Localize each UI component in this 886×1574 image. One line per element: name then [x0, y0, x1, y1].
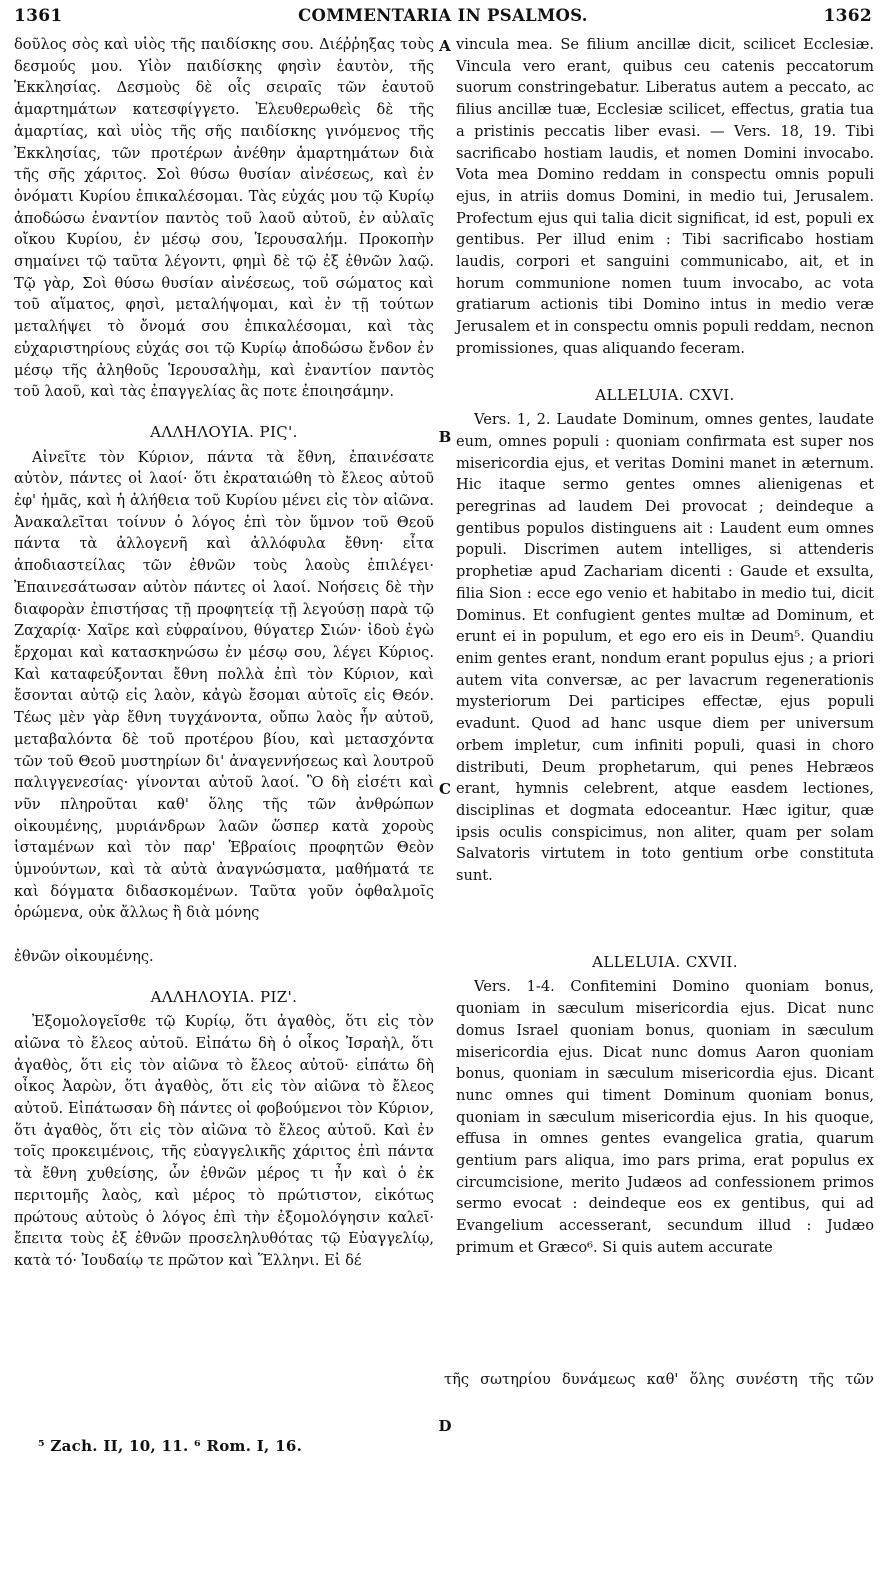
spanning-line [14, 1369, 874, 1391]
footnotes: ⁵ Zach. II, 10, 11. ⁶ Rom. I, 16. [38, 1437, 303, 1455]
page-number-right: 1362 [823, 6, 872, 26]
greek-heading-psalm-116: ΑΛΛΗΛΟΥΙΑ. ΡΙϚ'. [150, 422, 298, 441]
greek-section-116-tail: ἐθνῶν οἰκουμένης. [14, 947, 154, 965]
spacer [14, 403, 434, 417]
section-marker-c: C [439, 780, 451, 798]
section-marker-d: D [438, 1417, 452, 1435]
section-marker-a: A [439, 37, 451, 55]
spacer [456, 887, 874, 947]
latin-top-paragraph: vincula mea. Se filium ancillæ dicit, scilicet Ecclesiæ. Vincula vero erant, quibus ceu catenis peccatorum suorum constringebatur. Liberatus autem a peccato, ac filius ancillæ tuæ, Ecclesiæ scilicet, effectus, gratia tua a pristinis peccatis liber evasi. — Vers. 18, 19. Tibi sacrificabo hostiam laudis, et nomen Domini invocabo. Vota mea Domino reddam in conspectu omnis populi ejus, in atriis domus Domini, in medio tui, Jerusalem. Profectum ejus qui talia dicit significat, id est, populi ex gentibus. Per illud enim : Tibi sacrificabo hostiam laudis, corpori et sanguini communicabo, ait, et in horum communione nomen tuum invocabo, ac vota gratiarum actionis tibi Domino intus in medio veræ Jerusalem et in conspectu omnis populi reddam, necnon promissiones, quas aliquando feceram. [456, 36, 874, 357]
latin-section-psalm-116: Vers. 1, 2. Laudate Dominum, omnes gentes, laudate eum, omnes populi : quoniam confirmata est super nos misericordia ejus, et veritas Domini manet in æternum. Hic itaque sermo gentes omnes alienigenas et peregrinas ad laudem Dei provocat ; deindeque a gentibus populos distinguens ait : Laudent eum omnes populi. Discrimen autem intelliges, si attenderis prophetiæ apud Zachariam dicenti : Gaude et exsulta, filia Sion : ecce ego venio et habitabo in medio tui, dicit Dominus. Et confugient gentes multæ ad Dominum, et erunt ei in populum, et ego ero eis in Deum⁵. Quandiu enim gentes erant, nondum erant populus ejus ; a priori autem vita conversæ, ac per lavacrum regenerationis mysteriorum Dei participes effectæ, ejus populi evadunt. Quod ad hanc usque diem per universum orbem impletur, cum infiniti populi, quasi in choro distributi, Deum prophetarum, qui penes Hebræos erant, hymnis celebrent, atque easdem lectiones, disciplinas et dogmata edoceantur. Hæc igitur, quæ ipsis oculis conspicimus, non aliter, quam per solam Salvatoris virtutem in toto gentium orbe constituta sunt. [456, 411, 874, 885]
greek-heading-psalm-117: ΑΛΛΗΛΟΥΙΑ. ΡΙΖ'. [150, 987, 298, 1006]
greek-section-psalm-116: Αἰνεῖτε τὸν Κύριον, πάντα τὰ ἔθνη, ἐπαινέσατε αὐτὸν, πάντες οἱ λαοί· ὅτι ἐκραταιώθη τὸ ἔλεος αὐτοῦ ἐφ' ἡμᾶς, καὶ ἡ ἀλήθεια τοῦ Κυρίου μένει εἰς τὸν αἰῶνα. Ἀνακαλεῖται τοίνυν ὁ λόγος ἐπὶ τὸν ὕμνον τοῦ Θεοῦ πάντα τὰ ἀλλογενῆ καὶ ἀλλόφυλα ἔθνη· εἶτα ἀποδιαστείλας τῶν ἐθνῶν τοὺς λαοὺς ἐπιλέγει· Ἐπαινεσάτωσαν αὐτὸν πάντες οἱ λαοί. Νοήσεις δὲ τὴν διαφορὰν ἐπιστήσας τῇ προφητείᾳ τῇ λεγούσῃ παρὰ τῷ Ζαχαρίᾳ· Χαῖρε καὶ εὐφραίνου, θύγατερ Σιών· ἰδοὺ ἐγὼ ἔρχομαι καὶ κατασκηνώσω ἐν μέσῳ σου, λέγει Κύριος. Καὶ καταφεύξονται ἔθνη πολλὰ ἐπὶ τὸν Κύριον, καὶ ἔσονται αὐτῷ εἰς λαὸν, κἀγὼ ἔσομαι αὐτοῖς εἰς Θεόν. Τέως μὲν γὰρ ἔθνη τυγχάνοντα, οὔπω λαὸς ἦν αὐτοῦ, μεταβαλόντα δὲ τοῦ προτέρου βίου, καὶ μετασχόντα τῶν τοῦ Θεοῦ μυστηρίων δι' ἀναγεννήσεως καὶ λουτροῦ παλιγγενεσίας· γίνονται αὐτοῦ λαοί. Ὃ δὴ εἰσέτι καὶ νῦν πληροῦται καθ' ὅλης τῆς τῶν ἀνθρώπων οἰκουμένης, μυριάνδρων λαῶν ὥσπερ κατὰ χοροὺς ἱσταμένων καὶ τὸν παρ' Ἑβραίοις προφητῶν Θεὸν ὑμνούντων, καὶ τὰ αὐτὰ ἀναγνώσματα, μαθήματά τε καὶ δόγματα διδασκομένων. Ταῦτα γοῦν ὀφθαλμοῖς ὁρώμενα, οὐκ ἄλλως ἢ διὰ μόνης [14, 448, 434, 922]
latin-column [456, 34, 874, 1259]
latin-section-psalm-117: Vers. 1-4. Confitemini Domino quoniam bonus, quoniam in sæculum misericordia ejus. Dicat nunc domus Israel quoniam bonus, quoniam in sæculum misericordia ejus. Dicat nunc domus Aaron quoniam bonus, quoniam in sæculum misericordia ejus. Dicant nunc omnes qui timent Dominum quoniam bonus, quoniam in sæculum misericordia ejus. In his quoque, effusa in omnes gentes evangelica gratia, quarum gentium pars aliqua, imo pars prima, erat populus ex circumcisione, merito Judæos ad confessionem primos sermo evocat : deindeque eos ex gentibus, qui ad Evangelium accesserant, secundum illud : Judæo primum et Græco⁶. Si quis autem accurate [456, 978, 874, 1256]
spanning-line-text: τῆς σωτηρίου δυνάμεως καθ' ὅλης συνέστη τῆς τῶν [444, 1371, 874, 1388]
spacer [456, 360, 874, 380]
running-title: COMMENTARIA IN PSALMOS. [298, 6, 588, 25]
greek-top-paragraph: δοῦλος σὸς καὶ υἱὸς τῆς παιδίσκης σου. Διέῤῥηξας τοὺς δεσμούς μου. Υἱὸν παιδίσκης φησὶν ἑαυτὸν, τῆς Ἐκκλησίας. Δεσμοὺς δὲ οἷς σειραῖς τῶν ἑαυτοῦ ἁμαρτημάτων κατεσφίγγετο. Ἐλευθερωθεὶς δὲ τῆς ἁμαρτίας, καὶ υἱὸς τῆς σῆς παιδίσκης γινόμενος τῆς Ἐκκλησίας, τῶν προτέρων ἀνέθην ἁμαρτημάτων διὰ τῆς σῆς χάριτος. Σοὶ θύσω θυσίαν αἰνέσεως, καὶ ἐν ὀνόματι Κυρίου ἐπικαλέσομαι. Τὰς εὐχάς μου τῷ Κυρίῳ ἀποδώσω ἐναντίον παντὸς τοῦ λαοῦ αὐτοῦ, ἐν αὐλαῖς οἴκου Κυρίου, ἐν μέσῳ σου, Ἱερουσαλήμ. Προκοπὴν σημαίνει τῷ ταῦτα λέγοντι, φημὶ δὲ τῷ ἐξ ἐθνῶν λαῷ. Τῷ γὰρ, Σοὶ θύσω θυσίαν αἰνέσεως, τοῦ σώματος καὶ τοῦ αἵματος, φησὶ, μεταλήψομαι, καὶ ἐν τῇ τούτων μεταλήψει τὸ ὄνομά σου ἐπικαλέσομαι, καὶ τὰς εὐχαριστηρίους εὐχάς σοι τῷ Κυρίῳ ἀποδώσω ἔνδον ἐν μέσῳ τῆς ἀληθοῦς Ἱερουσαλὴμ, καὶ ἐναντίον παντὸς τοῦ λαοῦ, καὶ τὰς ἐπαγγελίας ἃς ποτε ἐποιησάμην. [14, 36, 434, 401]
section-marker-b: B [438, 428, 452, 446]
latin-heading-psalm-117: ALLELUIA. CXVII. [592, 952, 738, 971]
spacer [14, 968, 434, 982]
latin-heading-psalm-116: ALLELUIA. CXVI. [595, 385, 735, 404]
greek-section-psalm-117: Ἐξομολογεῖσθε τῷ Κυρίῳ, ὅτι ἀγαθὸς, ὅτι εἰς τὸν αἰῶνα τὸ ἔλεος αὐτοῦ. Εἰπάτω δὴ ὁ οἶκος Ἰσραὴλ, ὅτι ἀγαθὸς, ὅτι εἰς τὸν αἰῶνα τὸ ἔλεος αὐτοῦ· εἰπάτω δὴ οἶκος Ἀαρὼν, ὅτι ἀγαθὸς, ὅτι εἰς τὸν αἰῶνα τὸ ἔλεος αὐτοῦ. Εἰπάτωσαν δὴ πάντες οἱ φοβούμενοι τὸν Κύριον, ὅτι ἀγαθὸς, ὅτι εἰς τὸν αἰῶνα τὸ ἔλεος αὐτοῦ. Καὶ ἐν τοῖς προκειμένοις, τῆς εὐαγγελικῆς χάριτος ἐπὶ πάντα τὰ ἔθνη χυθείσης, ὧν ἐθνῶν μέρος τι ἦν καὶ ὁ ἐκ περιτομῆς λαὸς, καὶ μέρος τὸ πρώτιστον, εἰκότως πρώτους αὐτοὺς ὁ λόγος ἐπὶ τὴν ἐξομολόγησιν καλεῖ· ἔπειτα τοὺς ἐξ ἐθνῶν προσεληλυθότας τῷ Εὐαγγελίῳ, κατὰ τό· Ἰουδαίῳ τε πρῶτον καὶ Ἕλληνι. Εἰ δέ [14, 1013, 434, 1269]
page-number-left: 1361 [14, 6, 63, 26]
greek-column [14, 34, 434, 1272]
running-head [14, 6, 872, 28]
